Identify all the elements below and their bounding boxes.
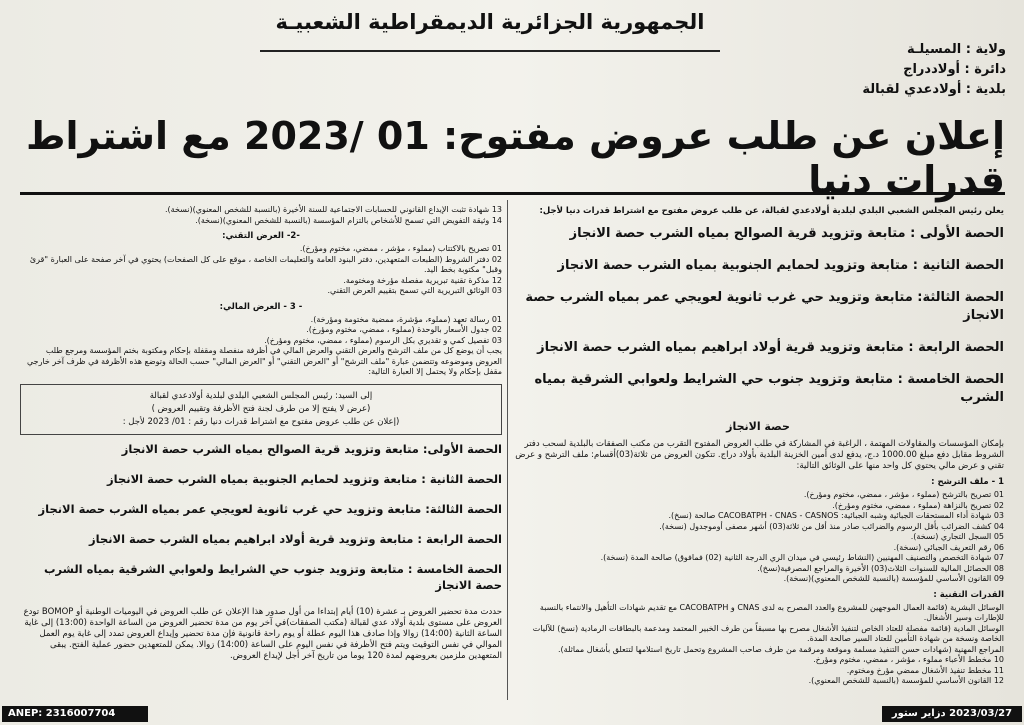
eligibility-paragraph: بإمكان المؤسسات والمقاولات المهتمة ، الراغبة في المشاركة في طلب العروض المفتوح التقرب من مكتب الصفقات بالبلدية لسحب دفتر الشروط مقابل دفع مبلغ 1000.00 د.ج، يدفع لدى أمين الخزينة البلدية بأولاد دراج. تتكون العروض من ثلاثة(03)أقسام: ملف الترشح و عرض تقني و عرض مالي يحتوي كل واحد منها على الوثائق التالية: bbox=[515, 439, 1004, 471]
publication-date: 2023/03/27 دزاير ستور bbox=[882, 706, 1022, 722]
capacity-item: الوسائل المادية (قائمة مفصلة للعتاد الخاص لتنفيذ الأشغال مصرح بها مسبقاً من طرف الخبير المعتمد ومدعمة بالبطاقات الرمادية (نسخ) للآليات الخاصة ونسخة من شهادة التأمين للعتاد السير صالحة المدة. bbox=[532, 623, 1004, 643]
fin-item: 01 رسالة تعهد (مملوء، مؤشرة، ممضية مختومة ومؤرخة). bbox=[310, 314, 502, 324]
technical-offer-heading: -2- العرض التقني: bbox=[222, 231, 300, 241]
republic-title: الجمهورية الجزائرية الديمقراطية الشعبيـة bbox=[260, 10, 720, 52]
right-column bbox=[512, 205, 1004, 695]
lot-4: الحصة الرابعة : متابعة وتزويد قرية أولاد ابراهيم بمياه الشرب حصة الانجاز bbox=[537, 340, 1004, 355]
file-item: 08 الحصائل المالية للسنوات الثلاث(03) الأخيرة والمراجع المصرفية(نسخ). bbox=[757, 563, 1004, 573]
column-divider bbox=[507, 200, 508, 700]
capacities-heading: القدرات التقنية : bbox=[933, 589, 1004, 600]
left-lot-4: الحصة الرابعة : متابعة وتزويد قرية أولاد ابراهيم بمياه الشرب حصة الانجاز bbox=[89, 531, 502, 546]
envelope-line: (عرض لا يفتح إلا من طرف لجنة فتح الأظرفة وتقييم العروض ) bbox=[151, 403, 371, 414]
daira-line: دائرة : أولاددراج bbox=[903, 62, 1006, 77]
file-item: 04 كشف الضرائب بأقل الرسوم والضرائب صادر منذ أقل من ثلاثة(03) أشهر مصفى أوموجدول (نسخة). bbox=[659, 521, 1004, 531]
lot-1: الحصة الأولى : متابعة وتزويد قرية الصوالح بمياه الشرب حصة الانجاز bbox=[569, 226, 1004, 241]
section-heading: حصة الانجاز bbox=[726, 420, 790, 433]
file-item: 02 تصريح بالنزاهة (مملوء ، ممضي، مختوم ومؤرخ). bbox=[832, 500, 1004, 510]
intro-text: يعلن رئيس المجلس الشعبي البلدي لبلدية أولادعدي لقبالة، عن طلب عروض مفتوح مع اشتراط قدرات دنيا لأجل: bbox=[539, 206, 1004, 216]
fin-item: يجب أن يوضع كل من ملف الترشح والعرض التقني والعرض المالي في أظرفة منفصلة ومقفلة بإحكام ومكتوبة بختم المؤسسة ومرجع طلب العروض وموضوعه وتتضمن عبارة "ملف الترشح" أو "العرض التقني" أو "العرض المالي" حسب الحالة وتوضع هذه الأظرفة في ظرف آخر خارجي مقفل بإحكام ولا يحتمل إلا العبارة التالية: bbox=[27, 346, 502, 376]
capacity-item: 11 مخطط تنفيذ الأشغال ممضي مؤرخ ومختوم. bbox=[846, 665, 1004, 675]
file-item: 06 رقم التعريف الجبائي (نسخة). bbox=[893, 542, 1004, 552]
financial-offer-heading: - 3 - العرض المالي: bbox=[219, 301, 303, 312]
left-lot-1: الحصة الأولى: متابعة وتزويد قرية الصوالح بمياه الشرب حصة الانجاز bbox=[121, 441, 502, 456]
commune-line: بلدية : أولادعدي لقبالة bbox=[862, 82, 1006, 97]
tech-item: 02 دفتر الشروط (الطبعات المتعهدين، دفتر البنود العامة والتعليمات الخاصة ، موقع على كل الصفحات) يحتوي في آخر صفحة على العبارة "قرئ وقبل" مكتوبة بخط اليد. bbox=[29, 254, 502, 274]
fin-item: 03 تفصيل كمي و تقديري بكل الرسوم (مملوء ، ممضي، مختوم ومؤرخ). bbox=[264, 335, 502, 345]
left-lot-3: الحصة الثالثة: متابعة وتزويد حي غرب ثانوية لعويجي عمر بمياه الشرب حصة الانجاز bbox=[38, 501, 502, 516]
lot-3: الحصة الثالثة: متابعة وتزويد حي غرب ثانوية لعويجي عمر بمياه الشرب حصة الانجاز bbox=[525, 290, 1004, 323]
wilaya-line: ولاية : المسيلـة bbox=[907, 42, 1006, 57]
file-item: 13 شهادة تثبت الإيداع القانوني للحسابات الاجتماعية للسنة الأخيرة (بالنسبة للشخص المعنوي)(نسخة). bbox=[165, 205, 502, 214]
tech-item: 03 الوثائق التبريرية التي تسمح بتقييم العرض التقني. bbox=[327, 286, 502, 295]
capacity-item: 10 مخطط الأعباء مملوء ، مؤشر ، ممضي، مختوم ومؤرخ. bbox=[813, 655, 1004, 664]
capacity-item: 12 القانون الأساسي للمؤسسة (بالنسبة للشخص المعنوي). bbox=[808, 676, 1004, 685]
announcement-headline: إعلان عن طلب عروض مفتوح: 01 /2023 مع اشتراط قدرات دنيا bbox=[20, 124, 1005, 195]
left-lot-2: الحصة الثانية : متابعة وتزويد لحمايم الجنوبية بمياه الشرب حصة الانجاز bbox=[107, 471, 502, 486]
file-item: 07 شهادة التخصص والتصنيف المهنيين (النشاط رئيسي في ميدان الري الدرجة الثانية (02) فمافوق) صالحة المدة (نسخة). bbox=[600, 553, 1004, 562]
lot-5: الحصة الخامسة : متابعة وتزويد جنوب حي الشرايط ولعوابي الشرقية بمياه الشرب bbox=[534, 372, 1004, 405]
left-column bbox=[20, 205, 502, 695]
lot-2: الحصة الثانية : متابعة وتزويد لحمايم الجنوبية بمياه الشرب حصة الانجاز bbox=[557, 258, 1004, 273]
envelope-line: (إعلان عن طلب عروض مفتوح مع اشتراط قدرات دنيا رقم : 01/ 2023 لأجل : bbox=[122, 416, 400, 427]
file-item: 01 تصريح بالترشح (مملوء ، مؤشر ، ممضي، مختوم ومؤرخ). bbox=[803, 490, 1004, 499]
left-lot-5: الحصة الخامسة : متابعة وتزويد جنوب حي الشرايط ولعوابي الشرقية بمياه الشرب حصة الانجاز bbox=[43, 561, 502, 592]
file-item: 05 السجل التجاري (نسخة). bbox=[910, 532, 1004, 541]
envelope-line: إلى السيد: رئيس المجلس الشعبي البلدي لبلدية أولادعدي لقبالة bbox=[149, 390, 373, 401]
anep-reference: ANEP: 2316007704 bbox=[2, 706, 148, 722]
tech-item: 12 مذكرة تقنية تبريرية مفصلة مؤرخة ومختومة. bbox=[343, 275, 502, 285]
candidacy-file-heading: 1 - ملف الترشح : bbox=[931, 477, 1004, 487]
admin-block bbox=[746, 40, 1006, 100]
capacity-item: الوسائل البشرية (قائمة العمال الموجهين للمشروع والعدد المصرح به لدى CNAS و CACOBATPH مع تقديم شهادات التأهيل والانتماء بالنسبة للإطارات وسير الأشغال. bbox=[539, 602, 1004, 622]
closing-paragraph: حددت مدة تحضير العروض بـ عشرة (10) أيام إبتداءا من أول صدور هذا الإعلان عن طلب العروض في اليوميات الوطنية أو BOMOP تودع العروض على مستوى بلدية أولاد عدي لقبالة (مكتب الصفقات)في آخر يوم من مدة تحضير العروض من الساعة الواحدة (13:00) إلى غاية الساعة الثانية (14:00) زوالا وإذا صادف هذا اليوم عطلة أو يوم راحة قانونية فإن مدة تحضير وإيداع العروض تمدد إلى غاية يوم العمل الموالي في نفس التوقيت ويتم فتح الأظرفة في نفس اليوم على الساعة (14:00) زوالا. يمكن للمتعهدين حضور عملية الفتح. يبقى المتعهدين ملزمين بعروضهم لمدة 120 يوما من تاريخ آخر أجل لإيداع العروض. bbox=[23, 606, 502, 661]
envelope-box bbox=[20, 384, 502, 435]
file-item: 03 شهادة أداء المستحقات الجبائية وشبه الجبائية: CACOBATPH - CNAS - CASNOS صالحة (نسخ). bbox=[668, 511, 1004, 520]
tech-item: 01 تصريح بالاكتتاب (مملوء ، مؤشر ، ممضي، مختوم ومؤرخ). bbox=[299, 244, 502, 253]
file-item: 14 وثيقة التفويض التي تسمح للأشخاص بالتزام المؤسسة (بالنسبة للشخص المعنوي)(نسخة). bbox=[195, 215, 502, 225]
fin-item: 02 جدول الأسعار بالوحدة (مملوء ، ممضي، مختوم ومؤرخ). bbox=[306, 325, 502, 334]
capacity-item: المراجع المهنية (شهادات حسن التنفيذ مسلمة وموقعة ومرقمة من طرف صاحب المشروع وتحمل تاريخ استلامها لتتعلق بأشغال مماثلة). bbox=[558, 644, 1004, 654]
file-item: 09 القانون الأساسي للمؤسسة (بالنسبة للشخص المعنوي)(نسخة). bbox=[783, 574, 1004, 583]
